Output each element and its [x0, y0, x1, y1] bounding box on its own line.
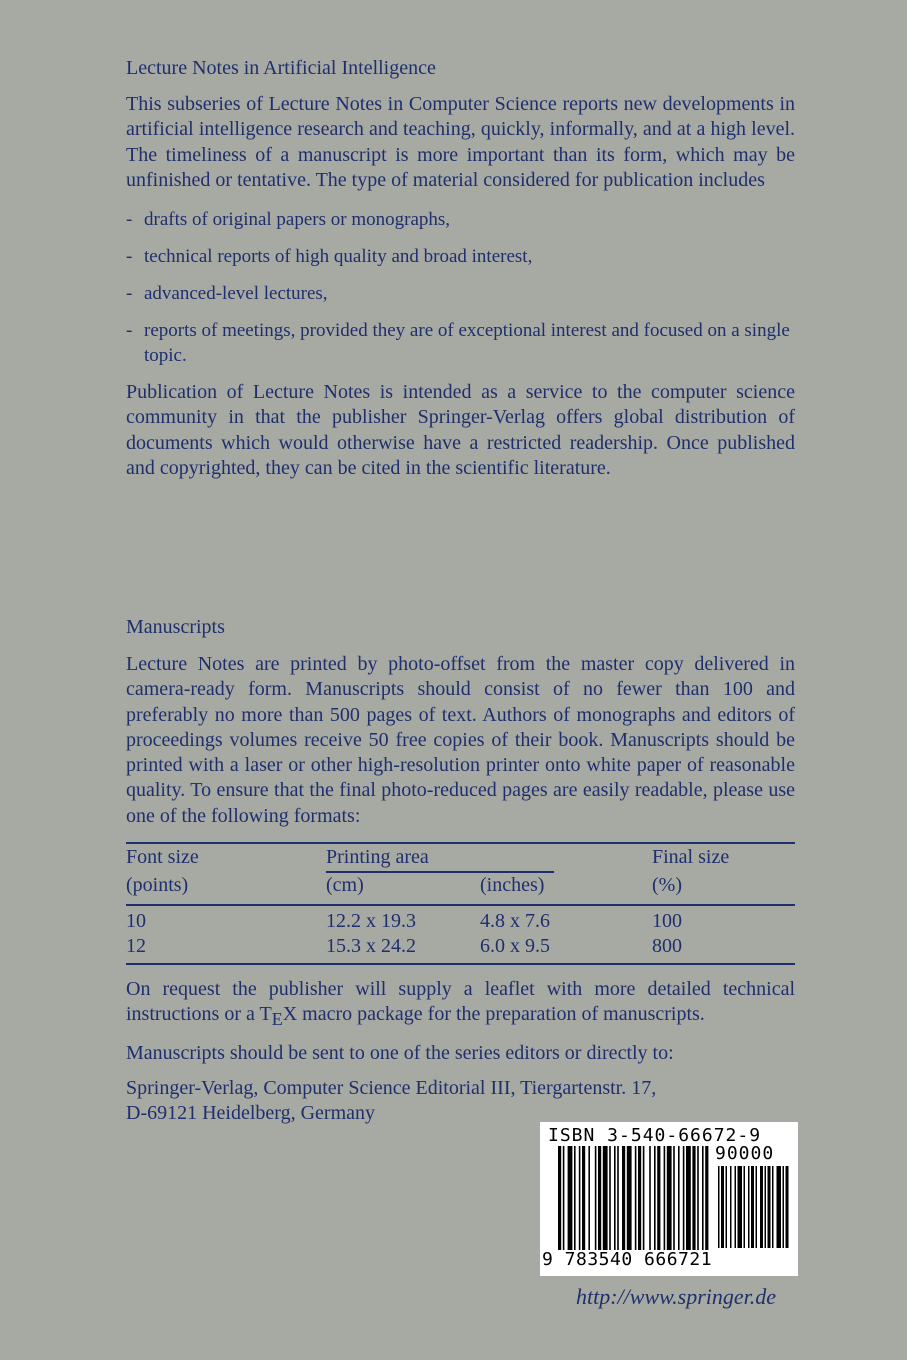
barcode-bar	[664, 1146, 666, 1250]
barcode-bar	[765, 1166, 767, 1248]
series-section	[126, 56, 795, 481]
col-cm-subheader: (cm)	[326, 874, 364, 896]
barcode-bar	[609, 1146, 611, 1250]
table-cell: 800	[652, 935, 682, 957]
address-line: Springer-Verlag, Computer Science Editorial III, Tiergartenstr. 17,	[126, 1077, 657, 1099]
barcode-bar	[735, 1166, 737, 1248]
bullet-dash: -	[126, 320, 133, 342]
request-paragraph: On request the publisher will supply a leaflet with more detailed technical instructions or a TEX macro package for the preparation of manuscripts.	[126, 978, 795, 1030]
barcode-bar	[627, 1146, 632, 1250]
manuscripts-title: Manuscripts	[126, 616, 225, 638]
barcode-bar	[777, 1166, 782, 1248]
bullet-dash: -	[126, 246, 133, 268]
barcode-bar	[603, 1146, 608, 1250]
table-cell: 15.3 x 24.2	[326, 935, 416, 957]
publisher-url[interactable]: http://www.springer.de	[576, 1284, 777, 1309]
barcode-bar	[748, 1166, 750, 1248]
barcode-bar	[563, 1146, 565, 1250]
list-item: - technical reports of high quality and broad interest,	[126, 246, 533, 268]
barcode-bar	[726, 1166, 728, 1248]
barcode-bar	[643, 1146, 645, 1250]
price-code: 90000	[715, 1143, 775, 1164]
barcode-bar	[683, 1146, 685, 1250]
barcode-bar	[617, 1146, 619, 1250]
table-top-rule	[126, 842, 795, 844]
table-cell: 4.8 x 7.6	[480, 910, 550, 932]
barcode-bar	[738, 1166, 743, 1248]
barcode-bar	[574, 1146, 576, 1250]
isbn-number: ISBN 3-540-66672-9	[548, 1125, 762, 1146]
col-percent-subheader: (%)	[652, 874, 682, 896]
table-cell: 6.0 x 9.5	[480, 935, 550, 957]
barcode-bar	[579, 1146, 581, 1250]
send-to-line: Manuscripts should be sent to one of the series editors or directly to:	[126, 1042, 674, 1064]
col-points-subheader: (points)	[126, 874, 189, 896]
barcode-bar	[692, 1146, 695, 1250]
barcode-bar	[622, 1146, 625, 1250]
barcode-bar	[783, 1166, 785, 1248]
series-intro: This subseries of Lecture Notes in Computer Science reports new developments in artificial intelligence research and teaching, quickly, informally, and at a high level. The timeliness of a manuscript is more important than its form, which may be unfinished or tentative. The type of material considered for publication includes	[126, 93, 795, 191]
barcode-bar	[786, 1166, 789, 1248]
barcode-bar	[614, 1146, 616, 1250]
tex-logo-e: E	[271, 1009, 283, 1030]
barcode-bar	[649, 1146, 651, 1250]
barcode-bar	[657, 1146, 660, 1250]
barcode-bar	[635, 1146, 637, 1250]
barcode-bar	[751, 1166, 754, 1248]
barcode-bar	[673, 1146, 675, 1250]
table-bottom-rule	[126, 963, 795, 965]
barcode-bar	[568, 1146, 573, 1250]
table-cell: 12.2 x 19.3	[326, 910, 416, 932]
printing-area-underline	[326, 871, 554, 873]
address-line: D-69121 Heidelberg, Germany	[126, 1102, 376, 1125]
col-inches-subheader: (inches)	[480, 874, 545, 896]
barcode-bar	[667, 1146, 672, 1250]
table-cell: 10	[126, 910, 146, 932]
publication-paragraph: Publication of Lecture Notes is intended as a service to the computer science community in that the publisher Springer-Verlag offers global distribution of documents which would otherwise have a restricted readership. Once published and copyrighted, they can be cited in the scientific literature.	[126, 381, 795, 480]
barcode-bar	[702, 1146, 704, 1250]
isbn-barcode	[540, 1122, 798, 1276]
barcode-bar	[697, 1146, 699, 1250]
col-final-size-header: Final size	[652, 846, 730, 868]
barcode-bar	[756, 1166, 758, 1248]
barcode-bar	[598, 1146, 601, 1250]
publisher-address	[126, 1076, 656, 1127]
barcode-bar	[654, 1146, 656, 1250]
barcode-bar	[721, 1166, 724, 1248]
barcode-bar	[744, 1166, 746, 1248]
list-item: - reports of meetings, provided they are of exceptional interest and focused on a single topic.	[126, 320, 790, 367]
barcode-bar	[558, 1146, 561, 1250]
table-cell: 100	[652, 910, 682, 932]
barcode-bar	[730, 1166, 732, 1248]
barcode-bar	[595, 1146, 597, 1250]
table-mid-rule	[126, 904, 795, 906]
table-cell: 12	[126, 935, 146, 957]
series-title: Lecture Notes in Artificial Intelligence	[126, 57, 436, 79]
barcode-bar	[678, 1146, 680, 1250]
barcode-bar	[768, 1166, 771, 1248]
barcode-bar	[718, 1166, 720, 1248]
col-font-size-header: Font size	[126, 846, 199, 868]
barcode-bar	[772, 1166, 774, 1248]
list-item: - drafts of original papers or monographs,	[126, 209, 451, 231]
ean-number: 9 783540 666721	[542, 1249, 713, 1270]
col-printing-area-header: Printing area	[326, 846, 429, 868]
bullet-dash: -	[126, 283, 133, 305]
material-list	[126, 207, 795, 368]
barcode-bar	[686, 1146, 691, 1250]
bullet-dash: -	[126, 209, 133, 231]
manuscripts-body: Lecture Notes are printed by photo-offset from the master copy delivered in camera-ready form. Manuscripts should consist of no fewer than 100 and preferably no more than 500 pages of text. Authors of monographs and editors of proceedings volumes receive 50 free copies of their book. Manuscripts should be printed with a laser or other high-resolution printer onto white paper of reasonable quality. To ensure that the final photo-reduced pages are easily readable, please use one of the following formats:	[126, 653, 795, 827]
barcode-bar	[638, 1146, 641, 1250]
barcode-bar	[705, 1146, 708, 1250]
barcode-bar	[582, 1146, 585, 1250]
barcode-bar	[588, 1146, 590, 1250]
list-item: - advanced-level lectures,	[126, 283, 328, 305]
barcode-bar	[760, 1166, 763, 1248]
